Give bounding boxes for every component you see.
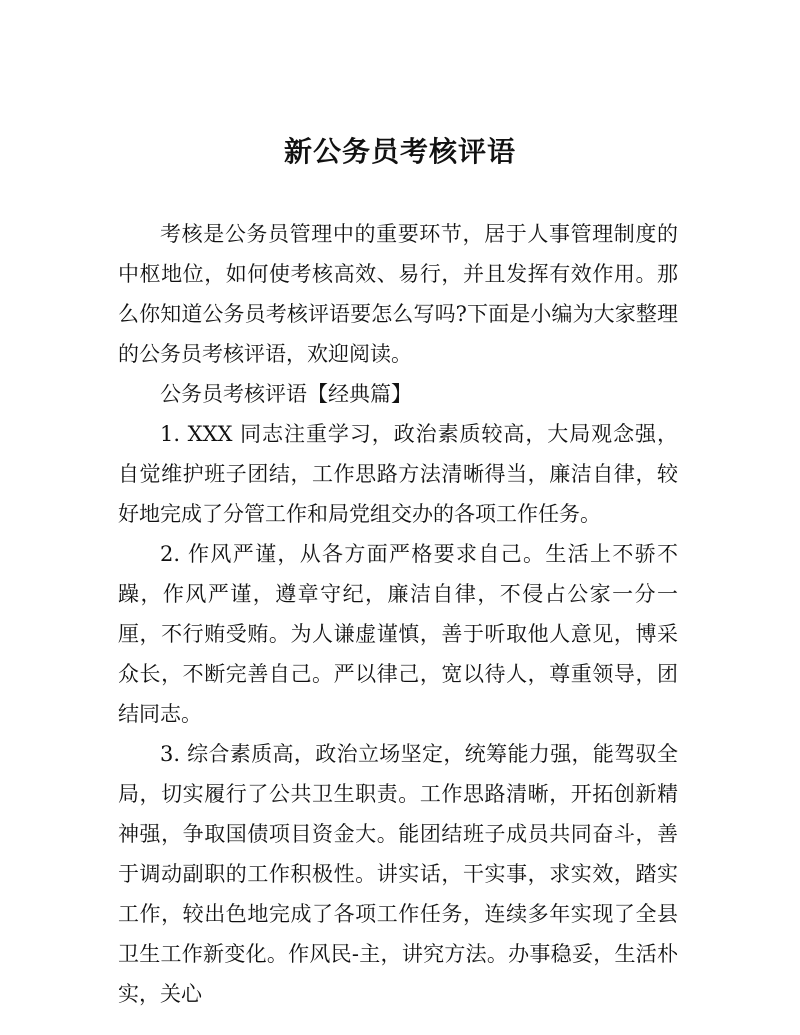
evaluation-item-1: 1. XXX 同志注重学习，政治素质较高，大局观念强，自觉维护班子团结，工作思路方法清晰得当，廉洁自律，较好地完成了分管工作和局党组交办的各项工作任务。: [118, 422, 678, 526]
document-title: 新公务员考核评语: [283, 135, 516, 168]
document-body: [118, 214, 678, 1014]
evaluation-item-3: 3. 综合素质高，政治立场坚定，统筹能力强，能驾驭全局，切实履行了公共卫生职责。工作思路清晰，开拓创新精神强，争取国债项目资金大。能团结班子成员共同奋斗，善于调动副职的工作积极性。讲实话，干实事，求实效，踏实工作，较出色地完成了各项工作任务，连续多年实现了全县卫生工作新变化。作风民-主，讲究方法。办事稳妥，生活朴实，关心: [118, 742, 678, 1006]
evaluation-item-2: 2. 作风严谨，从各方面严格要求自己。生活上不骄不躁，作风严谨，遵章守纪，廉洁自律，不侵占公家一分一厘，不行贿受贿。为人谦虚谨慎，善于听取他人意见，博采众长，不断完善自己。严以律己，宽以待人，尊重领导，团结同志。: [118, 542, 678, 726]
intro-paragraph: 考核是公务员管理中的重要环节，居于人事管理制度的中枢地位，如何使考核高效、易行，并且发挥有效作用。那么你知道公务员考核评语要怎么写吗?下面是小编为大家整理的公务员考核评语，欢迎阅读。: [118, 222, 678, 366]
section-heading: 公务员考核评语【经典篇】: [160, 382, 412, 406]
